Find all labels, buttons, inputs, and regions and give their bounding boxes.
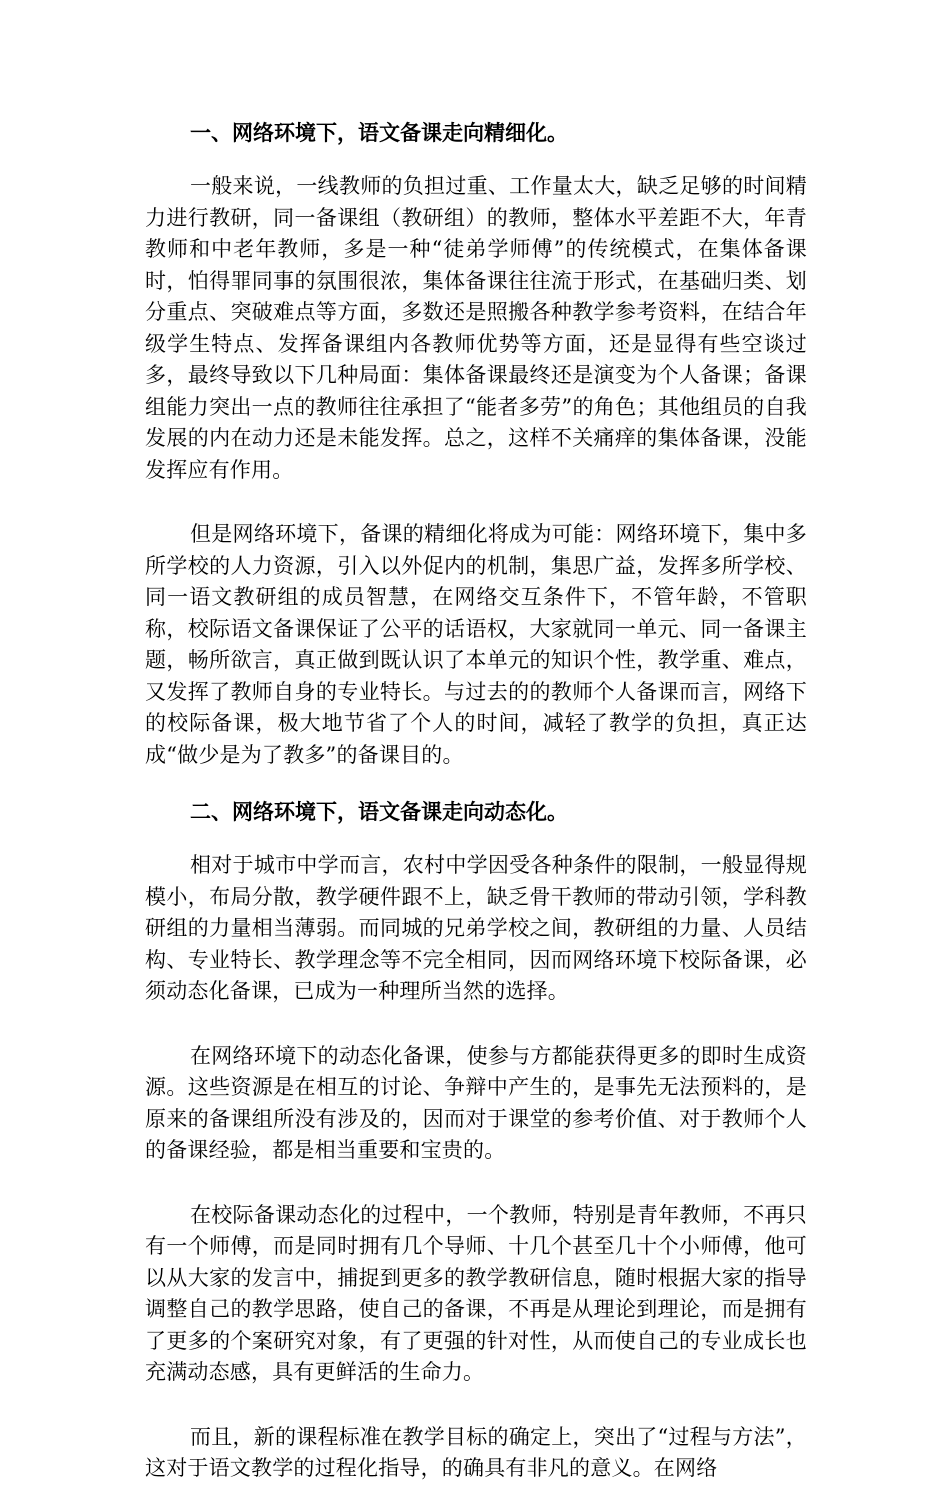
document-body — [145, 118, 807, 1485]
paragraph-2: 但是网络环境下，备课的精细化将成为可能：网络环境下，集中多所学校的人力资源，引入以外促内的机制，集思广益，发挥多所学校、同一语文教研组的成员智慧，在网络交互条件下，不管年龄，不管职称，校际语文备课保证了公平的话语权，大家就同一单元、同一备课主题，畅所欲言，真正做到既认识了本单元的知识个性，教学重、难点，又发挥了教师自身的专业特长。与过去的的教师个人备课而言，网络下的校际备课，极大地节省了个人的时间，减轻了教学的负担，真正达成“做少是为了教多”的备课目的。 — [145, 522, 807, 767]
paragraph-6: 而且，新的课程标准在教学目标的确定上，突出了“过程与方法”，这对于语文教学的过程化指导，的确具有非凡的意义。在网络 — [145, 1424, 807, 1480]
section-heading-2: 二、网络环境下，语文备课走向动态化。 — [190, 800, 568, 824]
paragraph-5: 在校际备课动态化的过程中，一个教师，特别是青年教师，不再只有一个师傅，而是同时拥有几个导师、十几个甚至几十个小师傅，他可以从大家的发言中，捕捉到更多的教学教研信息，随时根据大家的指导调整自己的教学思路，使自己的备课，不再是从理论到理论，而是拥有了更多的个案研究对象，有了更强的针对性，从而使自己的专业成长也充满动态感，具有更鲜活的生命力。 — [145, 1202, 807, 1384]
paragraph-4: 在网络环境下的动态化备课，使参与方都能获得更多的即时生成资源。这些资源是在相互的讨论、争辩中产生的，是事先无法预料的，是原来的备课组所没有涉及的，因而对于课堂的参考价值、对于教师个人的备课经验，都是相当重要和宝贵的。 — [145, 1043, 807, 1162]
paragraph-1: 一般来说，一线教师的负担过重、工作量太大，缺乏足够的时间精力进行教研，同一备课组（教研组）的教师，整体水平差距不大，年青教师和中老年教师，多是一种“徒弟学师傅”的传统模式，在集体备课时，怕得罪同事的氛围很浓，集体备课往往流于形式，在基础归类、划分重点、突破难点等方面，多数还是照搬各种教学参考资料，在结合年级学生特点、发挥备课组内各教师优势等方面，还是显得有些空谈过多，最终导致以下几种局面：集体备课最终还是演变为个人备课；备课组能力突出一点的教师往往承担了“能者多劳”的角色；其他组员的自我发展的内在动力还是未能发挥。总之，这样不关痛痒的集体备课，没能发挥应有作用。 — [145, 174, 807, 482]
section-heading-1: 一、网络环境下，语文备课走向精细化。 — [190, 121, 568, 145]
paragraph-3: 相对于城市中学而言，农村中学因受各种条件的限制，一般显得规模小，布局分散，教学硬件跟不上，缺乏骨干教师的带动引领，学科教研组的力量相当薄弱。而同城的兄弟学校之间，教研组的力量、人员结构、专业特长、教学理念等不完全相同，因而网络环境下校际备课，必须动态化备课，已成为一种理所当然的选择。 — [145, 853, 807, 1003]
